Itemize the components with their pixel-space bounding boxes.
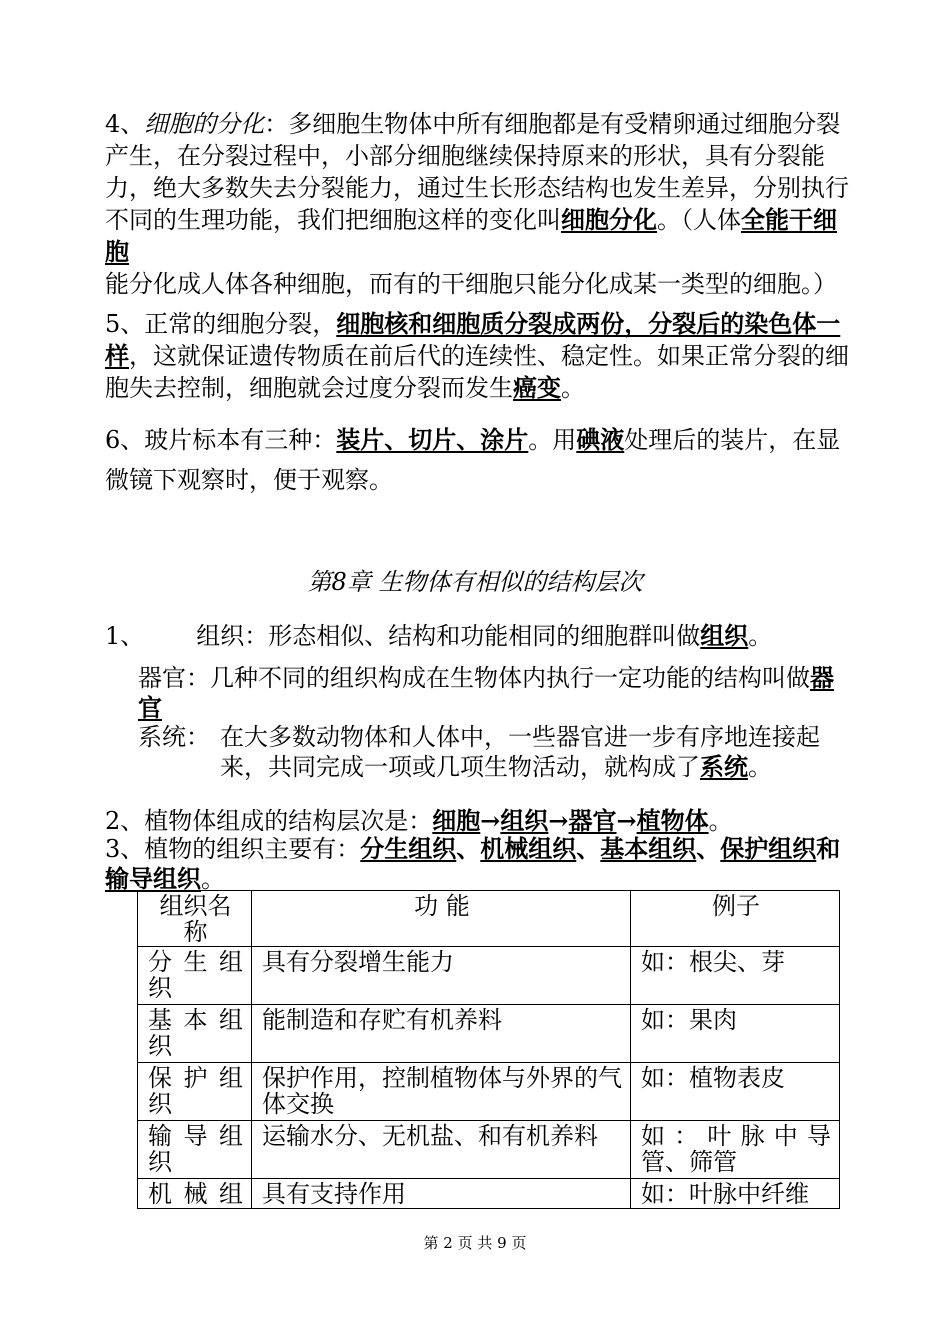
tissue-name: 基本组织 (138, 1005, 252, 1063)
paragraph-text: 6、玻片标本有三种： (105, 426, 337, 454)
punctuation: 。 (201, 865, 225, 893)
system-label: 系统： (138, 723, 210, 751)
paragraph-text: 。 (561, 374, 585, 402)
table-row (138, 1005, 840, 1063)
tissue-example: 如：叶脉中纤维 (631, 1179, 840, 1209)
keyword-cancer: 癌变 (513, 373, 561, 402)
keyword-ground: 基本组织 (600, 834, 697, 863)
tissue-example: 如：植物表皮 (631, 1063, 840, 1121)
keyword-iodine: 碘液 (576, 425, 625, 454)
punctuation: 。 (748, 753, 772, 781)
paragraph-text: 。（人体 (657, 206, 741, 234)
paragraph-text: ，这就保证遗传物质在前后代的连续性、稳定性。如果正常分裂的细胞失去控制，细胞就会过度分裂而发生 (105, 342, 849, 402)
tissue-name: 分生组织 (138, 947, 252, 1005)
keyword-slide-types: 装片、切片、涂片 (336, 425, 529, 454)
paragraph-text: 处理后的装片，在显微镜下观察时，便于观察。 (105, 426, 841, 494)
tissue-function: 保护作用，控制植物体与外界的气体交换 (252, 1063, 631, 1121)
keyword-conductive: 输导组织 (105, 864, 201, 893)
keyword-cell: 细胞 (432, 806, 481, 835)
item-tissue (105, 620, 850, 652)
paragraph-text: 5、正常的细胞分裂， (105, 310, 337, 338)
header-example: 例子 (631, 891, 840, 947)
item-number: 4、 (105, 110, 145, 138)
tissue-example: 如：叶脉中导管、筛管 (631, 1121, 840, 1179)
punctuation: 。 (708, 807, 733, 835)
system-definition (220, 722, 850, 782)
plant-tissue-table (137, 890, 840, 1209)
page-footer: 第 2 页 共 9 页 (423, 1234, 527, 1252)
arrow-icon: → (616, 806, 637, 835)
keyword-mechanical: 机械组织 (480, 834, 577, 863)
paragraph-text: 2、植物体组成的结构层次是： (105, 807, 433, 835)
keyword-tissue: 组织 (500, 806, 549, 835)
tissue-name: 保护组织 (138, 1063, 252, 1121)
punctuation: 。 (748, 622, 773, 650)
table-row (138, 947, 840, 1005)
table-header-row (138, 891, 840, 947)
paragraph-cell-division (105, 308, 850, 404)
paragraph-text: 在大多数动物体和人体中，一些器官进一步有序地连接起来，共同完成一项或几项生物活动，就构成了 (220, 723, 820, 781)
table-row (138, 1063, 840, 1121)
paragraph-text: 组织：形态相似、结构和功能相同的细胞群叫做 (196, 622, 701, 650)
keyword-system: 系统 (700, 752, 748, 781)
keyword-cell-differentiation: 细胞分化 (561, 205, 657, 234)
definition-organ (138, 663, 850, 723)
item-plant-hierarchy (105, 806, 850, 836)
header-function: 功 能 (252, 891, 631, 947)
term-cell-differentiation: 细胞的分化 (144, 110, 265, 138)
keyword-totipotent-stem-cell: 全能干细胞 (105, 205, 837, 266)
keyword-meristem: 分生组织 (360, 834, 457, 863)
paragraph-text: ：多细胞生物体中所有细胞都是有受精卵通过细胞分裂产生，在分裂过程中，小部分细胞继续保持原来的形状，具有分裂能力，绝大多数失去分裂能力，通过生长形态结构也发生差异，分别执行不同的生理功能，我们把细胞这样的变化叫 (105, 110, 849, 234)
paragraph-text: 器官：几种不同的组织构成在生物体内执行一定功能的结构叫做 (138, 664, 810, 692)
conjunction: 和 (816, 834, 841, 863)
tissue-function: 具有分裂增生能力 (252, 947, 631, 1005)
tissue-name: 机械组 (138, 1179, 252, 1209)
separator: 、 (696, 834, 721, 863)
keyword-protective: 保护组织 (720, 834, 817, 863)
tissue-example: 如：根尖、芽 (631, 947, 840, 1005)
paragraph-slides (105, 420, 850, 500)
keyword-plant: 植物体 (636, 806, 709, 835)
item-number: 1、 (105, 622, 145, 650)
paragraph-text: 。用 (528, 426, 577, 454)
arrow-icon: → (548, 806, 569, 835)
tissue-function: 具有支持作用 (252, 1179, 631, 1209)
separator: 、 (456, 834, 481, 863)
table-row (138, 1179, 840, 1209)
paragraph-text: 能分化成人体各种细胞，而有的干细胞只能分化成某一类型的细胞。） (105, 270, 837, 298)
tissue-name: 输导组织 (138, 1121, 252, 1179)
item-plant-tissues (105, 834, 850, 894)
paragraph-text: 3、植物的组织主要有： (105, 835, 361, 863)
table-row (138, 1121, 840, 1179)
header-tissue-name: 组织名称 (138, 891, 252, 947)
keyword-division: 细胞核和细胞质分裂成两份，分裂后的染色体一样 (105, 309, 841, 370)
chapter-title: 第8章 生物体有相似的结构层次 (307, 568, 643, 596)
paragraph-cell-differentiation (105, 108, 850, 300)
keyword-tissue: 组织 (700, 621, 749, 650)
keyword-organ: 器官 (568, 806, 617, 835)
tissue-function: 运输水分、无机盐、和有机养料 (252, 1121, 631, 1179)
tissue-example: 如：果肉 (631, 1005, 840, 1063)
tissue-function: 能制造和存贮有机养料 (252, 1005, 631, 1063)
arrow-icon: → (480, 806, 501, 835)
keyword-organ: 器官 (138, 663, 834, 722)
separator: 、 (576, 834, 601, 863)
